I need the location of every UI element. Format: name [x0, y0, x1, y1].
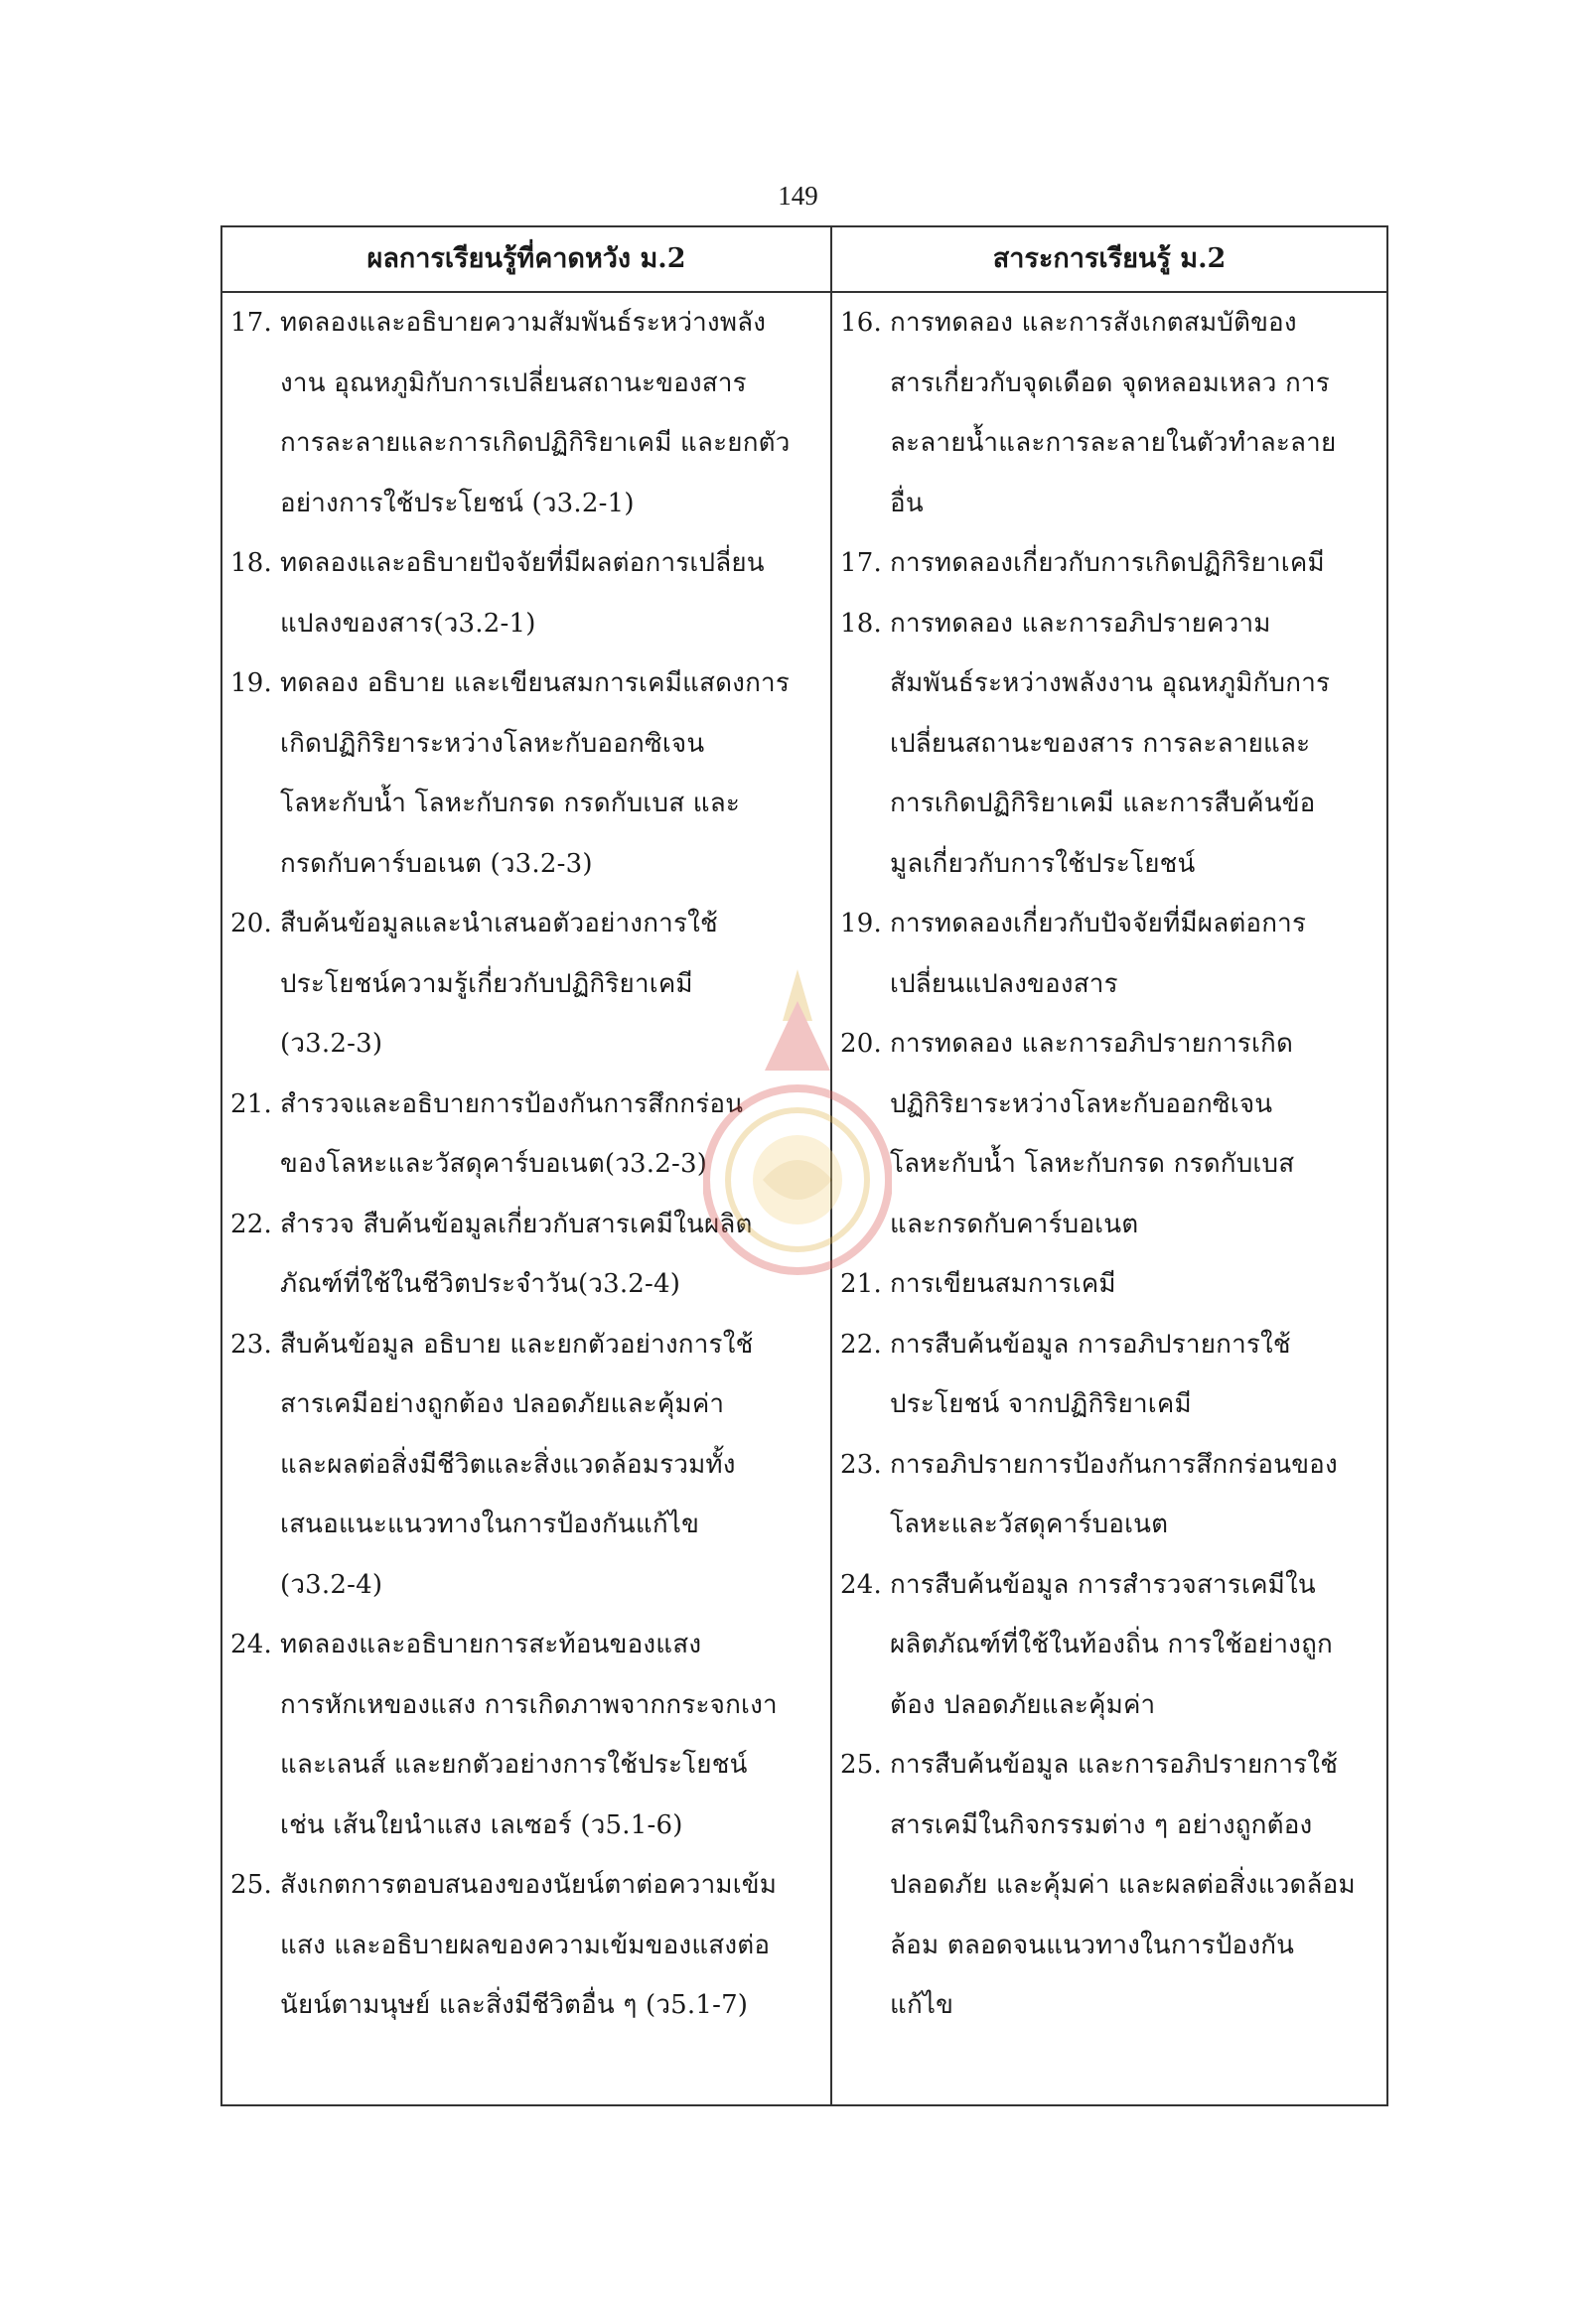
item-number: 24. — [230, 1630, 272, 1659]
item-number: 16. — [840, 308, 882, 338]
item-text: การเขียนสมการเคมี — [890, 1269, 1116, 1299]
item-text: ทดลอง อธิบาย และเขียนสมการเคมีแสดงการ เกิดปฏิกิริยาระหว่างโลหะกับออกซิเจน โลหะกับน้ำ โลหะกับกรด กรดกับเบส และ กรดกับคาร์บอเนต (ว3.2-3) — [280, 668, 790, 879]
item-number: 22. — [230, 1209, 272, 1239]
item-number: 25. — [840, 1750, 882, 1780]
item-text: สังเกตการตอบสนองของนัยน์ตาต่อความเข้ม แสง และอธิบายผลของความเข้มของแสงต่อ นัยน์ตามนุษย์ และสิ่งมีชีวิตอื่น ๆ (ว5.1-7) — [280, 1870, 778, 2020]
header-expected-outcomes: ผลการเรียนรู้ที่คาดหวัง ม.2 — [366, 243, 686, 274]
outcome-item — [230, 1315, 822, 1616]
item-number: 17. — [230, 308, 272, 338]
header-learning-content: สาระการเรียนรู้ ม.2 — [992, 243, 1227, 274]
item-text: สืบค้นข้อมูล อธิบาย และยกตัวอย่างการใช้ สารเคมีอย่างถูกต้อง ปลอดภัยและคุ้มค่า และผลต่อสิ่งมีชีวิตและสิ่งแวดล้อมรวมทั้ง เสนอแนะแนวทางในการป้องกันแก้ไข (ว3.2-4) — [280, 1329, 754, 1600]
item-text: การสืบค้นข้อมูล การอภิปรายการใช้ ประโยชน์ จากปฏิกิริยาเคมี — [890, 1329, 1291, 1419]
outcome-item — [230, 653, 822, 894]
item-number: 21. — [230, 1088, 272, 1119]
seal-watermark-icon — [703, 961, 892, 1289]
item-text: สำรวจและอธิบายการป้องกันการสึกกร่อน ของโลหะและวัสดุคาร์บอเนต(ว3.2-3) — [280, 1088, 744, 1179]
item-number: 21. — [840, 1269, 882, 1299]
content-item — [840, 293, 1378, 533]
content-item — [840, 594, 1378, 895]
outcome-item — [230, 533, 822, 653]
content-item — [840, 1315, 1378, 1435]
item-number: 24. — [840, 1569, 882, 1600]
content-item — [840, 1014, 1378, 1254]
item-text: การทดลอง และการอภิปรายความ สัมพันธ์ระหว่างพลังงาน อุณหภูมิกับการ เปลี่ยนสถานะของสาร การละลายและ การเกิดปฏิกิริยาเคมี และการสืบค้นข้อ มูลเกี่ยวกับการใช้ประโยชน์ — [890, 608, 1331, 879]
item-text: ทดลองและอธิบายการสะท้อนของแสง การหักเหของแสง การเกิดภาพจากกระจกเงา และเลนส์ และยกตัวอย่างการใช้ประโยชน์ เช่น เส้นใยนำแสง เลเซอร์ (ว5.1-6) — [280, 1630, 778, 1840]
item-text: การทดลองเกี่ยวกับการเกิดปฏิกิริยาเคมี — [890, 548, 1325, 578]
item-number: 17. — [840, 548, 882, 578]
content-item — [840, 1254, 1378, 1315]
content-item — [840, 1435, 1378, 1555]
item-text: การสืบค้นข้อมูล และการอภิปรายการใช้ สารเคมีในกิจกรรมต่าง ๆ อย่างถูกต้อง ปลอดภัย และคุ้มค่า และผลต่อสิ่งแวดล้อม ล้อม ตลอดจนแนวทางในการป้องกัน แก้ไข — [890, 1750, 1356, 2020]
table-header-row — [222, 227, 1386, 293]
content-item — [840, 1735, 1378, 2036]
content-item — [840, 894, 1378, 1014]
outcome-item — [230, 1855, 822, 2036]
item-number: 25. — [230, 1870, 272, 1900]
item-number: 18. — [230, 548, 272, 578]
item-text: การทดลอง และการสังเกตสมบัติของ สารเกี่ยวกับจุดเดือด จุดหลอมเหลว การ ละลายน้ำและการละลายในตัวทำละลาย อื่น — [890, 308, 1337, 518]
item-text: การทดลองเกี่ยวกับปัจจัยที่มีผลต่อการ เปลี่ยนแปลงของสาร — [890, 909, 1307, 999]
learning-content-column — [840, 293, 1378, 2104]
item-text: ทดลองและอธิบายปัจจัยที่มีผลต่อการเปลี่ยน แปลงของสาร(ว3.2-1) — [280, 548, 765, 639]
item-number: 19. — [230, 668, 272, 698]
item-text: การอภิปรายการป้องกันการสึกกร่อนของ โลหะและวัสดุคาร์บอเนต — [890, 1449, 1338, 1539]
item-text: การทดลอง และการอภิปรายการเกิด ปฏิกิริยาระหว่างโลหะกับออกซิเจน โลหะกับน้ำ โลหะกับกรด กรดกับเบส และกรดกับคาร์บอเนต — [890, 1029, 1295, 1239]
content-item — [840, 1555, 1378, 1736]
item-text: การสืบค้นข้อมูล การสำรวจสารเคมีใน ผลิตภัณฑ์ที่ใช้ในท้องถิ่น การใช้อย่างถูก ต้อง ปลอดภัยและคุ้มค่า — [890, 1569, 1333, 1720]
item-number: 23. — [840, 1449, 882, 1480]
item-text: สำรวจ สืบค้นข้อมูลเกี่ยวกับสารเคมีในผลิต ภัณฑ์ที่ใช้ในชีวิตประจำวัน(ว3.2-4) — [280, 1209, 753, 1299]
item-number: 20. — [840, 1029, 882, 1059]
item-number: 18. — [840, 608, 882, 639]
outcome-item — [230, 293, 822, 533]
page-number: 149 — [778, 181, 818, 211]
item-number: 20. — [230, 909, 272, 938]
item-text: สืบค้นข้อมูลและนำเสนอตัวอย่างการใช้ ประโยชน์ความรู้เกี่ยวกับปฏิกิริยาเคมี (ว3.2-3) — [280, 909, 718, 1059]
item-number: 19. — [840, 909, 882, 938]
content-item — [840, 533, 1378, 594]
item-text: ทดลองและอธิบายความสัมพันธ์ระหว่างพลัง งาน อุณหภูมิกับการเปลี่ยนสถานะของสาร การละลายและการเกิดปฏิกิริยาเคมี และยกตัว อย่างการใช้ประโยชน์ (ว3.2-1) — [280, 308, 791, 518]
outcome-item — [230, 1615, 822, 1855]
item-number: 22. — [840, 1329, 882, 1360]
item-number: 23. — [230, 1329, 272, 1360]
